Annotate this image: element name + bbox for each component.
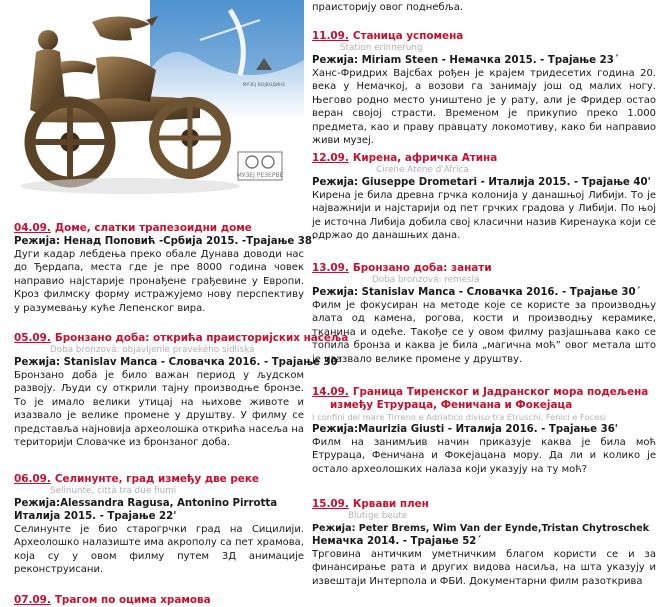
entry-description: Ханс-Фридрих Вајсбах рођен је крајем тридесетих година 20. века у Немачкој, а возови га занимају још од малих ногу. Његово родно место уништено је у рату, али је Фридер остао веран својој страсти. Временом је прикупио преко 1.000 предмета, као и праву правцату локомотиву, како би направио живи музеј. — [312, 68, 656, 147]
entry-date: 05.09. — [14, 332, 51, 344]
entry-credit: Режија: Stanislav Manca - Словачка 2016. - Трајање 30´ — [312, 287, 641, 298]
entry-credit: Режија:Alessandra Ragusa, Antonino Pirrotta — [14, 498, 278, 509]
entry-heading — [312, 262, 656, 275]
entry-description: Трговина античким уметничким благом користи се и за финансирање рата и других видова насиља, на шта указују и извештаји Интерпола и ФБИ. Документарни филм разоткрива — [312, 549, 656, 587]
entry-title: Граница Тиренског и Јадранског мора подељена — [352, 386, 649, 398]
entry-heading — [14, 222, 304, 235]
entry-credit: Режија: Peter Brems, Wim Van der Eynde,Tristan Chytroschek — [312, 523, 650, 534]
entry-original-title: Cirene Atene d'Africa — [376, 165, 469, 175]
entry-description: Бронзано доба је било важан период у људском развоју. Људи су открили тајну производње бронзе. То је имало велики утицај на њихове животе и изазвало је велике промене у друштву. У филму се представља најновија археолошка открића насеља на територији Словачке из бронзаног доба. — [14, 370, 304, 449]
entry-date: 14.09. — [312, 386, 349, 398]
entry-date: 07.09. — [14, 594, 51, 606]
entry-title: Крвави плен — [352, 498, 429, 510]
entry-original-title: Station erinnerung — [340, 43, 423, 53]
entry-date: 04.09. — [14, 222, 51, 234]
program-entry-cut — [14, 594, 304, 607]
entry-title: Селинунте, град између две реке — [54, 473, 259, 485]
entry-original-title: Doba bronzová: remeslá — [372, 275, 480, 285]
entry-date: 15.09. — [312, 498, 349, 510]
entry-heading — [312, 152, 656, 165]
program-entry — [312, 30, 656, 147]
entry-title: Доме, слатки трапезоидни доме — [54, 222, 252, 234]
entry-heading — [312, 386, 656, 399]
entry-title: Бронзано доба: занати — [352, 262, 492, 274]
entry-credit-line2: Немачка 2014. - Трајање 52´ — [312, 536, 482, 547]
museum-mark-text: МУЗЕЈ ВОЈВОДИНЕ — [242, 83, 286, 88]
entry-date: 13.09. — [312, 262, 349, 274]
program-entry — [14, 473, 304, 577]
museum-logo-text: МУЗЕЈ РЕЗЕРВЕ — [236, 172, 284, 179]
entry-heading — [14, 332, 349, 345]
program-entry — [14, 222, 316, 315]
entry-description: Филм је фокусиран на методе које се користе за производњу алата од камена, рогова, кости и производњу керамике, тканина и одеће. Такође се у овом филму разјашњава како се топила бронза и каква је била „магична моћ” овог метала што је изазвало велике промене у друштву. — [312, 300, 656, 365]
program-entry — [312, 262, 656, 366]
entry-title-line2: између Етрураца, Феничана и Фокејаца — [330, 399, 573, 411]
entry-credit-line2: Италија 2015. - Трајање 22' — [14, 511, 177, 522]
entry-heading — [312, 30, 656, 43]
entry-heading — [312, 498, 656, 511]
entry-date: 12.09. — [312, 152, 349, 164]
entry-original-title: I confini del mare Tirreno e Adriatico diviso tra Etruschi, Fenici e Focesi — [312, 412, 606, 422]
entry-description: Селинунте је био старогрчки град на Сицилији. Археолошко налазиште има акрополу са пет храмова, која су у овом филму путем 3Д анимације реконструисани. — [14, 524, 304, 576]
continued-text: праисторију овог поднебља. — [312, 2, 463, 13]
program-entry — [312, 498, 656, 588]
entry-credit: Режија: Ненад Поповић -Србија 2015. -Трајање 38' — [14, 236, 316, 247]
entry-title: Кирена, афричка Атина — [352, 152, 498, 164]
entry-title: Бронзано доба: открића праисторијских насеља — [54, 332, 349, 344]
entry-heading — [14, 473, 304, 486]
entry-description: Кирена је била древна грчка колонија у данашњој Либији. То је најважнији и најстарији од пет грчких градова у Либији. По њој је источна Либија добила свој класични назив Киренаука који се одржао до данашњих дана. — [312, 190, 656, 242]
entry-original-title: Blutige beute — [348, 511, 408, 521]
program-entry — [312, 386, 656, 476]
entry-date: 11.09. — [312, 30, 349, 42]
entry-original-title: Doba bronzová: objavljenie pravekého sídliská — [50, 345, 255, 355]
entry-title: Станица успомена — [352, 30, 464, 42]
entry-credit: Режија: Stanislav Manca - Словачка 2016. - Трајање 30´ — [14, 357, 343, 368]
program-entry — [312, 152, 656, 243]
entry-title: Трагом по оцима храмова — [54, 594, 211, 606]
entry-original-title: Selinunte, città tra due fiumi — [50, 486, 177, 496]
entry-credit: Режија: Giuseppe Drometari - Италија 2015. - Трајање 40' — [312, 177, 651, 188]
entry-date: 06.09. — [14, 473, 51, 485]
entry-credit: Режија:Maurizia Giusti - Италија 2016. - Трајање 36' — [312, 424, 618, 435]
entry-credit: Режија: Miriam Steen - Немачка 2015. - Трајање 23´ — [312, 55, 619, 66]
entry-heading — [14, 594, 304, 607]
entry-description: Дуги кадар лебдења преко обале Дунава доводи нас до Ђердапа, места где је пре 8000 година човек направио најстарије пронађене грађевине у Европи. Кроз филмску форму истражујемо нову перспективу у разумевању куће Лепенског вира. — [14, 249, 304, 314]
hero-image — [0, 0, 304, 208]
entry-description: Филм на занимљив начин приказује каква је била моћ Етрураца, Феничана и Фокејацана мору. Да ли и колико је остало археолошких налаза који указују на ту моћ? — [312, 437, 656, 475]
